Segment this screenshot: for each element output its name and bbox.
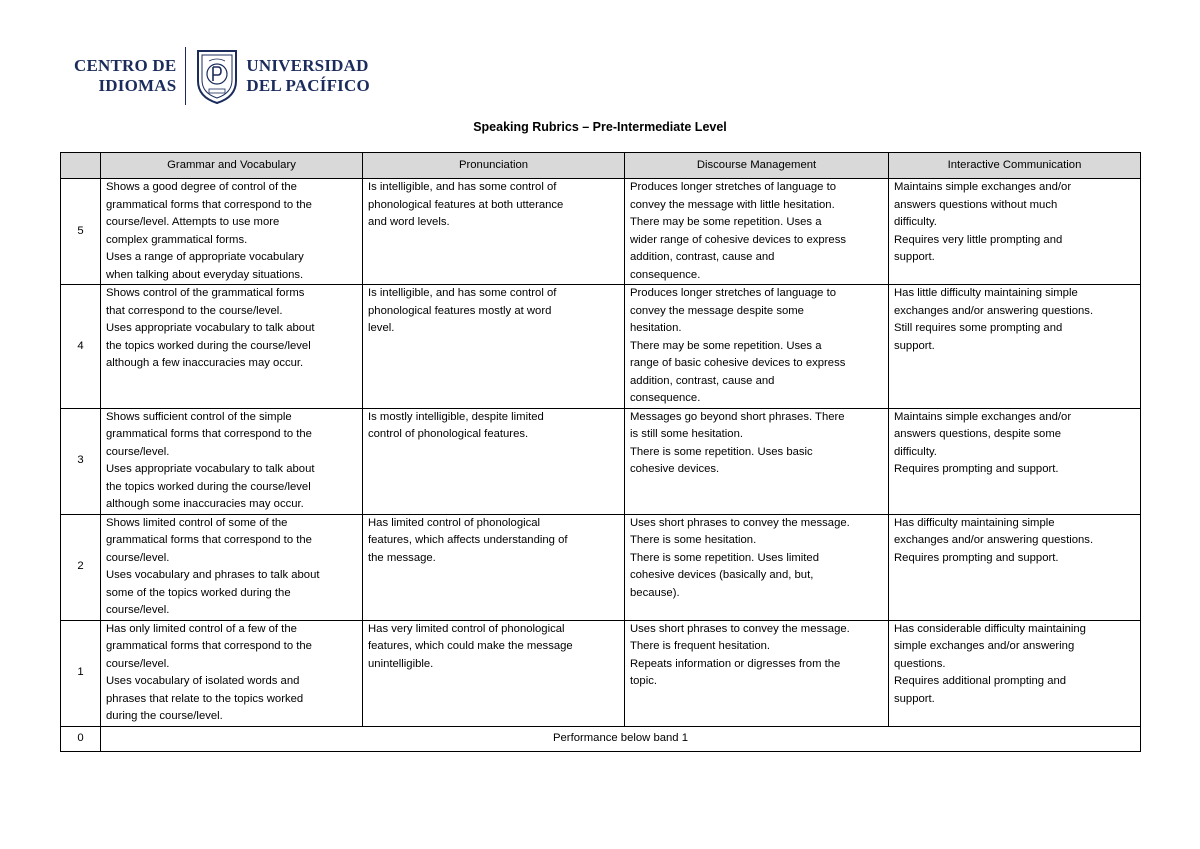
cell-text-line: Produces longer stretches of language to	[630, 287, 836, 299]
cell-text-line: although a few inaccuracies may occur.	[106, 357, 304, 369]
band-number: 0	[61, 726, 101, 751]
cell-text-line: the topics worked during the course/level	[106, 480, 311, 493]
band-number: 1	[61, 620, 101, 726]
document-title: Speaking Rubrics – Pre-Intermediate Level	[473, 120, 727, 134]
cell-grammar-vocabulary	[101, 179, 363, 285]
cell-text-line: grammatical forms that correspond to the	[106, 198, 312, 211]
cell-text-line: addition, contrast, cause and	[630, 374, 775, 387]
cell-pronunciation	[363, 179, 625, 285]
cell-text-line: Uses a range of appropriate vocabulary	[106, 251, 304, 263]
cell-text-line: consequence.	[630, 392, 701, 404]
cell-text-line: grammatical forms that correspond to the	[106, 640, 312, 652]
cell-text-line: There is some hesitation.	[630, 534, 757, 546]
cell-text-line: Maintains simple exchanges and/or	[894, 410, 1072, 423]
cell-interactive-communication	[889, 620, 1141, 726]
cell-text-line: Shows sufficient control of the simple	[106, 410, 292, 423]
cell-text-line: course/level.	[106, 604, 170, 616]
table-row-band-2	[61, 514, 1141, 620]
cell-text-line: Has very limited control of phonological	[368, 622, 565, 635]
cell-text-line: questions.	[894, 657, 946, 670]
cell-text-line: Has limited control of phonological	[368, 516, 541, 529]
logo-left-line2: IDIOMAS	[98, 76, 177, 95]
cell-text-line: Uses vocabulary of isolated words and	[106, 675, 300, 687]
table-row-band-0	[61, 726, 1141, 751]
table-row-band-3	[61, 408, 1141, 514]
cell-interactive-communication	[889, 514, 1141, 620]
band-0-description: Performance below band 1	[101, 726, 1141, 751]
band-number: 4	[61, 285, 101, 409]
logo-right-line2: DEL PACÍFICO	[246, 76, 370, 95]
cell-pronunciation	[363, 285, 625, 409]
cell-discourse-management	[625, 285, 889, 409]
cell-text-line: features, which affects understanding of	[368, 534, 568, 546]
cell-text-line: phrases that relate to the topics worked	[106, 692, 304, 705]
header-grammar-vocabulary: Grammar and Vocabulary	[101, 153, 363, 179]
cell-text-line: There may be some repetition. Uses a	[630, 216, 822, 228]
cell-text-line: Uses appropriate vocabulary to talk about	[106, 322, 315, 334]
cell-text-line: the message.	[368, 551, 436, 564]
cell-text-line: addition, contrast, cause and	[630, 251, 775, 263]
cell-text-line: complex grammatical forms.	[106, 233, 248, 246]
logo-universidad-pacifico	[246, 56, 369, 96]
cell-text-line: grammatical forms that correspond to the	[106, 534, 312, 546]
table-row-band-4	[61, 285, 1141, 409]
rubric-body	[61, 179, 1141, 752]
cell-text-line: grammatical forms that correspond to the	[106, 428, 312, 440]
header-band	[61, 153, 101, 179]
cell-text-line: Uses vocabulary and phrases to talk about	[106, 569, 320, 581]
cell-text-line: range of basic cohesive devices to express	[630, 357, 846, 369]
cell-discourse-management	[625, 179, 889, 285]
cell-text-line: phonological features mostly at word	[368, 304, 552, 317]
cell-text-line: some of the topics worked during the	[106, 586, 291, 599]
cell-grammar-vocabulary	[101, 620, 363, 726]
logo-divider	[185, 47, 186, 105]
logo-centro-idiomas	[74, 56, 176, 96]
cell-text-line: There may be some repetition. Uses a	[630, 339, 822, 352]
cell-interactive-communication	[889, 179, 1141, 285]
cell-text-line: There is some repetition. Uses basic	[630, 445, 813, 458]
cell-text-line: exchanges and/or answering questions.	[894, 534, 1094, 546]
cell-text-line: Has considerable difficulty maintaining	[894, 622, 1086, 635]
cell-text-line: hesitation.	[630, 322, 682, 334]
cell-text-line: Repeats information or digresses from the	[630, 657, 841, 670]
cell-text-line: convey the message with little hesitation.	[630, 198, 835, 211]
cell-text-line: cohesive devices (basically and, but,	[630, 569, 814, 581]
band-number: 5	[61, 179, 101, 285]
cell-text-line: level.	[368, 322, 395, 334]
cell-text-line: Maintains simple exchanges and/or	[894, 181, 1072, 193]
cell-text-line: course/level.	[106, 657, 170, 670]
cell-text-line: although some inaccuracies may occur.	[106, 498, 304, 510]
university-seal-icon	[194, 47, 240, 105]
cell-pronunciation	[363, 620, 625, 726]
cell-text-line: when talking about everyday situations.	[106, 268, 304, 281]
cell-text-line: that correspond to the course/level.	[106, 304, 283, 317]
cell-discourse-management	[625, 408, 889, 514]
cell-text-line: Shows control of the grammatical forms	[106, 287, 305, 299]
cell-text-line: Requires additional prompting and	[894, 675, 1067, 687]
cell-text-line: exchanges and/or answering questions.	[894, 304, 1094, 317]
cell-text-line: the topics worked during the course/level	[106, 339, 311, 352]
cell-grammar-vocabulary	[101, 408, 363, 514]
cell-text-line: Shows limited control of some of the	[106, 516, 288, 529]
cell-text-line: Uses short phrases to convey the message.	[630, 622, 850, 635]
cell-text-line: Has only limited control of a few of the	[106, 622, 297, 635]
cell-text-line: course/level. Attempts to use more	[106, 216, 280, 228]
cell-text-line: and word levels.	[368, 216, 450, 228]
cell-text-line: control of phonological features.	[368, 428, 529, 440]
cell-text-line: simple exchanges and/or answering	[894, 640, 1075, 652]
cell-text-line: consequence.	[630, 268, 701, 281]
speaking-rubric-table	[60, 152, 1141, 752]
cell-discourse-management	[625, 620, 889, 726]
cell-text-line: Has difficulty maintaining simple	[894, 516, 1055, 529]
cell-text-line: Uses short phrases to convey the message.	[630, 516, 850, 529]
cell-text-line: course/level.	[106, 445, 170, 458]
cell-text-line: course/level.	[106, 551, 170, 564]
cell-text-line: features, which could make the message	[368, 640, 573, 652]
cell-discourse-management	[625, 514, 889, 620]
cell-pronunciation	[363, 408, 625, 514]
cell-text-line: phonological features at both utterance	[368, 198, 564, 211]
cell-grammar-vocabulary	[101, 514, 363, 620]
header-pronunciation: Pronunciation	[363, 153, 625, 179]
cell-text-line: Is intelligible, and has some control of	[368, 181, 557, 193]
cell-text-line: because).	[630, 586, 680, 599]
logo-right-line1: UNIVERSIDAD	[246, 56, 369, 75]
cell-text-line: Requires prompting and support.	[894, 551, 1059, 564]
cell-text-line: difficulty.	[894, 445, 937, 458]
cell-text-line: Is mostly intelligible, despite limited	[368, 410, 544, 423]
cell-text-line: Messages go beyond short phrases. There	[630, 410, 845, 423]
cell-text-line: unintelligible.	[368, 657, 434, 670]
band-number: 3	[61, 408, 101, 514]
cell-interactive-communication	[889, 408, 1141, 514]
cell-interactive-communication	[889, 285, 1141, 409]
header-discourse-management: Discourse Management	[625, 153, 889, 179]
institution-logo	[74, 44, 370, 108]
cell-text-line: Requires very little prompting and	[894, 233, 1063, 246]
cell-grammar-vocabulary	[101, 285, 363, 409]
cell-text-line: difficulty.	[894, 216, 937, 228]
band-number: 2	[61, 514, 101, 620]
cell-text-line: support.	[894, 339, 935, 352]
cell-text-line: Uses appropriate vocabulary to talk about	[106, 463, 315, 475]
cell-text-line: There is some repetition. Uses limited	[630, 551, 819, 564]
cell-text-line: answers questions without much	[894, 198, 1058, 211]
cell-text-line: There is frequent hesitation.	[630, 640, 771, 652]
table-row-band-1	[61, 620, 1141, 726]
cell-text-line: Is intelligible, and has some control of	[368, 287, 557, 299]
cell-text-line: Shows a good degree of control of the	[106, 181, 297, 193]
cell-text-line: wider range of cohesive devices to express	[630, 233, 847, 246]
cell-text-line: Produces longer stretches of language to	[630, 181, 836, 193]
cell-text-line: cohesive devices.	[630, 463, 720, 475]
header-interactive-communication: Interactive Communication	[889, 153, 1141, 179]
cell-text-line: Has little difficulty maintaining simple	[894, 287, 1078, 299]
cell-text-line: convey the message despite some	[630, 304, 804, 317]
cell-text-line: topic.	[630, 675, 658, 687]
header-row	[61, 153, 1141, 179]
logo-left-line1: CENTRO DE	[74, 56, 177, 75]
cell-text-line: is still some hesitation.	[630, 428, 744, 440]
cell-text-line: Still requires some prompting and	[894, 322, 1063, 334]
cell-pronunciation	[363, 514, 625, 620]
cell-text-line: during the course/level.	[106, 710, 223, 722]
cell-text-line: support.	[894, 251, 935, 263]
cell-text-line: answers questions, despite some	[894, 428, 1062, 440]
cell-text-line: support.	[894, 692, 935, 705]
cell-text-line: Requires prompting and support.	[894, 463, 1059, 475]
table-row-band-5	[61, 179, 1141, 285]
